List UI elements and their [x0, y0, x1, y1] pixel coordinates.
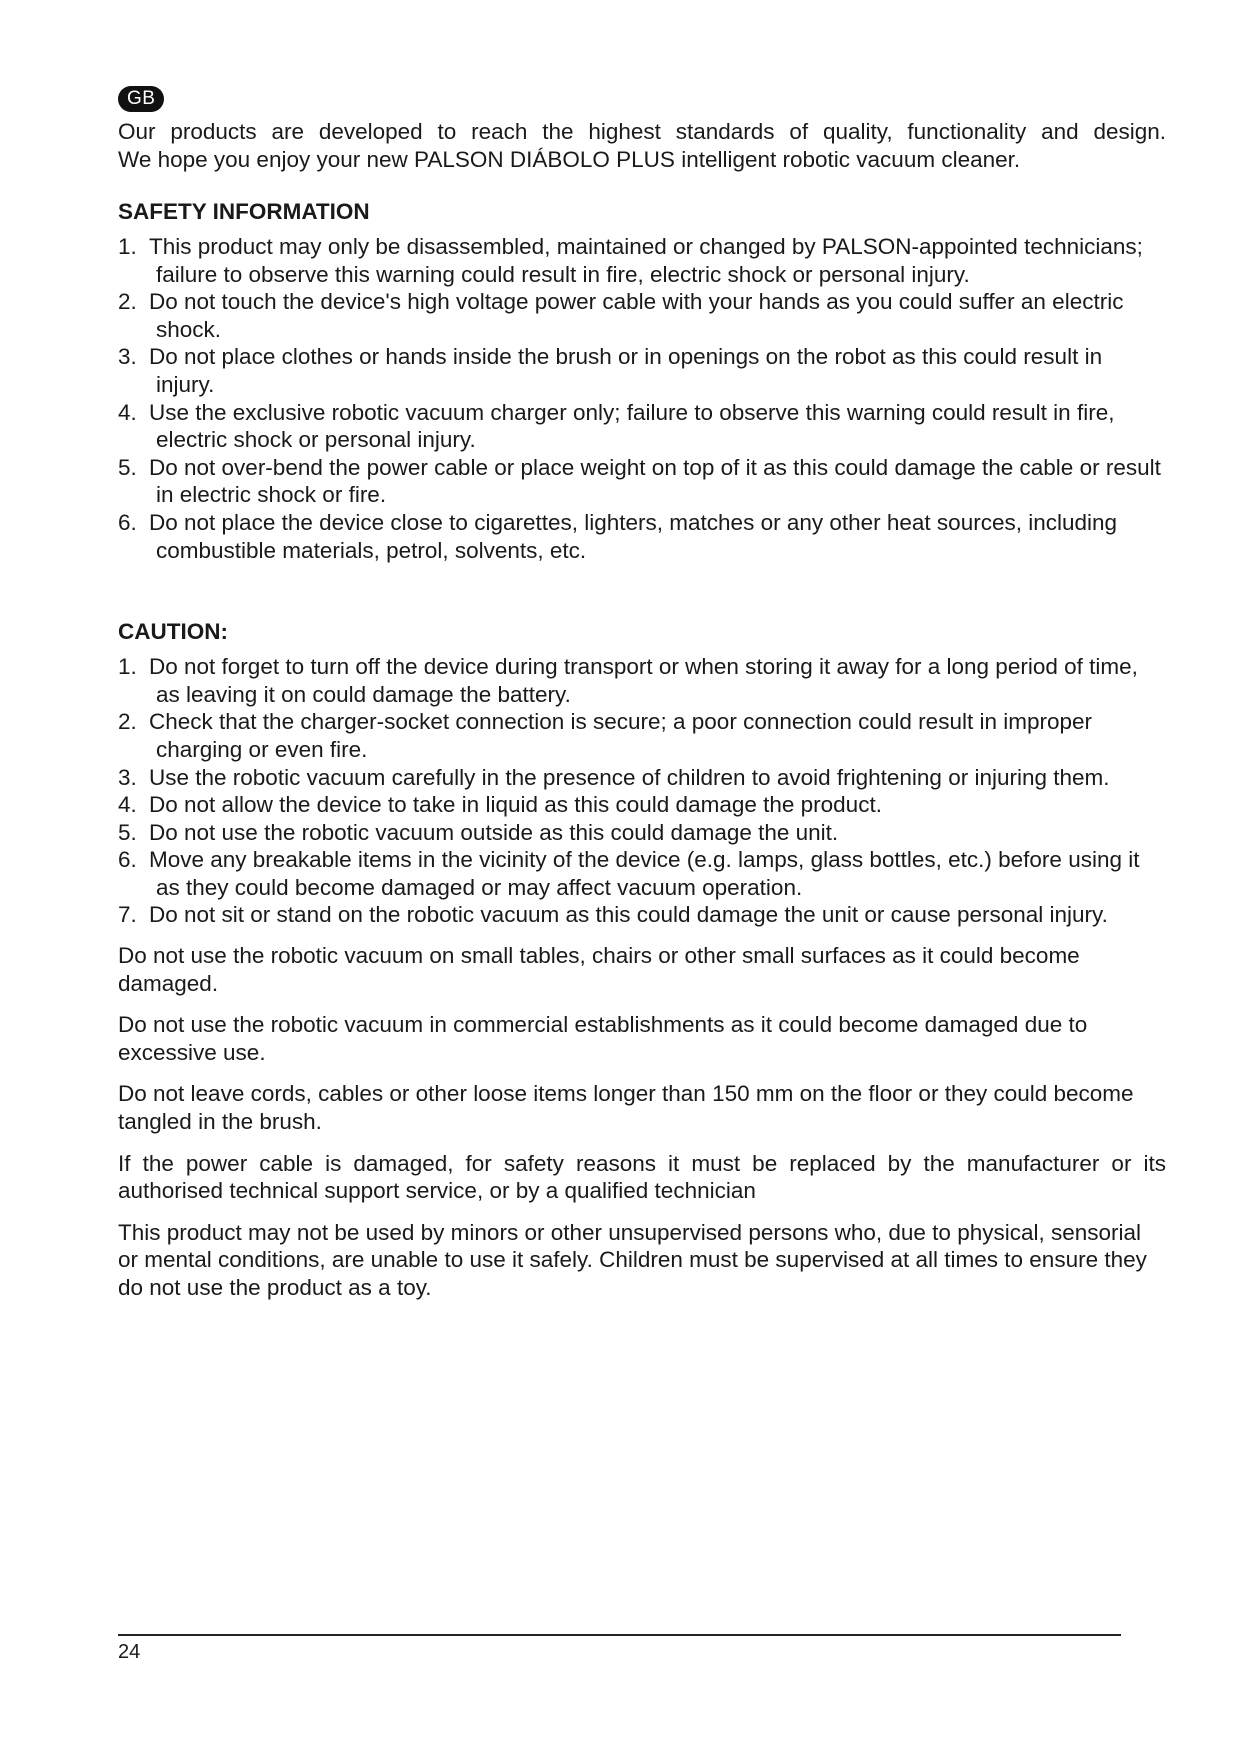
caution-item [118, 791, 1166, 819]
list-number: 4. [118, 792, 137, 818]
caution-list [118, 653, 1166, 929]
intro-text [118, 118, 1166, 174]
list-number: 3. [118, 344, 137, 370]
list-number: 3. [118, 764, 137, 790]
safety-item [118, 343, 1166, 398]
safety-item [118, 288, 1166, 343]
intro-line-2: We hope you enjoy your new PALSON DIÁBOLO PLUS intelligent robotic vacuum cleaner. [118, 147, 1021, 172]
footer-divider [118, 1634, 1121, 1636]
safety-item [118, 233, 1166, 288]
list-number: 2. [118, 709, 137, 735]
paragraph-damaged-cable: If the power cable is damaged, for safety reasons it must be replaced by the manufacturer or its authorised technical support service, or by a qualified technician [118, 1150, 1166, 1204]
safety-item [118, 509, 1166, 564]
manual-page [118, 86, 1166, 1302]
caution-item [118, 819, 1166, 847]
list-number: 2. [118, 289, 137, 315]
list-number: 6. [118, 847, 137, 873]
list-text: Move any breakable items in the vicinity of the device (e.g. lamps, glass bottles, etc.) before using it as they could become damaged or may affect vacuum operation. [149, 847, 1140, 900]
list-number: 5. [118, 454, 137, 480]
safety-heading: SAFETY INFORMATION [118, 199, 370, 224]
caution-item [118, 708, 1166, 763]
safety-item [118, 399, 1166, 454]
list-text: Do not place clothes or hands inside the brush or in openings on the robot as this could result in injury. [149, 344, 1103, 397]
paragraph-small-surfaces: Do not use the robotic vacuum on small tables, chairs or other small surfaces as it could become damaged. [118, 943, 1080, 996]
list-text: Use the robotic vacuum carefully in the presence of children to avoid frightening or injuring them. [149, 764, 1110, 790]
paragraph-minors: This product may not be used by minors or other unsupervised persons who, due to physical, sensorial or mental conditions, are unable to use it safely. Children must be supervised at all times to ensure they do not use the product as a toy. [118, 1219, 1147, 1300]
page-number: 24 [118, 1641, 141, 1663]
list-number: 1. [118, 234, 137, 259]
caution-item [118, 764, 1166, 792]
safety-item [118, 454, 1166, 509]
list-text: Do not forget to turn off the device during transport or when storing it away for a long period of time, as leaving it on could damage the battery. [149, 654, 1138, 707]
list-text: Do not sit or stand on the robotic vacuum as this could damage the unit or cause personal injury. [149, 902, 1108, 928]
language-badge: GB [118, 86, 164, 112]
caution-item [118, 846, 1166, 901]
caution-item [118, 901, 1166, 929]
paragraph-commercial-use: Do not use the robotic vacuum in commercial establishments as it could become damaged due to excessive use. [118, 1012, 1088, 1065]
intro-line-1: Our products are developed to reach the highest standards of quality, functionality and design. [118, 119, 1166, 144]
list-text: Do not use the robotic vacuum outside as this could damage the unit. [149, 819, 839, 845]
list-number: 6. [118, 509, 137, 535]
caution-item [118, 653, 1166, 708]
list-text: This product may only be disassembled, maintained or changed by PALSON-appointed technicians; failure to observe this warning could result in fire, electric shock or personal injury. [149, 234, 1143, 287]
list-text: Check that the charger-socket connection is secure; a poor connection could result in improper charging or even fire. [149, 709, 1093, 762]
list-text: Do not touch the device's high voltage power cable with your hands as you could suffer an electric shock. [149, 289, 1124, 342]
list-number: 7. [118, 902, 137, 928]
caution-heading: CAUTION: [118, 619, 228, 645]
list-text: Use the exclusive robotic vacuum charger only; failure to observe this warning could result in fire, electric shock or personal injury. [149, 399, 1115, 453]
list-number: 1. [118, 654, 137, 680]
list-text: Do not place the device close to cigarettes, lighters, matches or any other heat sources, including combustible materials, petrol, solvents, etc. [149, 509, 1118, 563]
paragraph-loose-items: Do not leave cords, cables or other loose items longer than 150 mm on the floor or they could become tangled in the brush. [118, 1081, 1134, 1135]
list-text: Do not allow the device to take in liquid as this could damage the product. [149, 792, 882, 818]
list-number: 4. [118, 399, 137, 425]
list-text: Do not over-bend the power cable or place weight on top of it as this could damage the cable or result in electric shock or fire. [149, 454, 1161, 508]
safety-list [118, 233, 1166, 564]
list-number: 5. [118, 819, 137, 845]
